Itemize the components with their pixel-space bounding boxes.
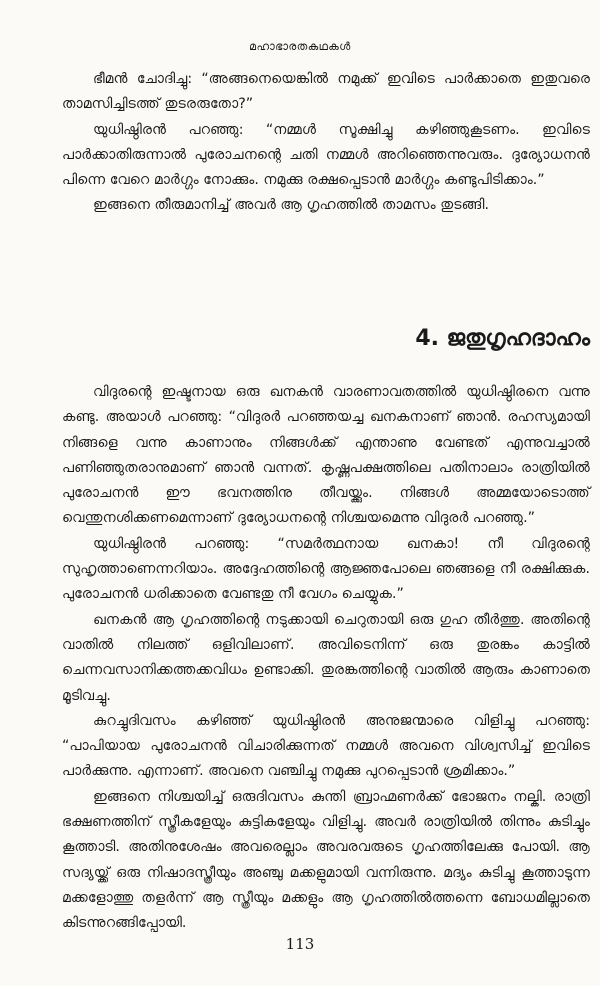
paragraph: ഇങ്ങനെ തീരുമാനിച്ച് അവർ ആ ഗൃഹത്തിൽ താമസം തുടങ്ങി. [93,197,489,214]
paragraph: ഇങ്ങനെ നിശ്ചയിച്ച് ഒരുദിവസം കുന്തി ബ്രാഹ്മണർക്ക് ഭോജനം നല്കി. രാത്രി ഭക്ഷണത്തിന് സ്ത്രീകളേയും കുട്ടികളേയും വിളിച്ചു. അവർ രാത്രിയിൽ തിന്നും കുടിച്ചും കൂത്താടി. അതിനുശേഷം അവരെല്ലാം അവരവരുടെ ഗൃഹത്തിലേക്കു പോയി. ആ സദ്യയ്ക്ക് ഒരു നിഷാദസ്ത്രീയും അഞ്ചു മക്കളുമായി വന്നിരുന്നു. മദ്യം കുടിച്ചു കൂത്താടുന്ന മക്കളോത്തു തളർന്ന് ആ സ്ത്രീയും മക്കളും ആ ഗൃഹത്തിൽത്തന്നെ ബോധമില്ലാതെ കിടന്നുറങ്ങിപ്പോയി. [62,788,590,932]
text-block-before-chapter [62,67,590,219]
page-number: 113 [285,935,315,953]
paragraph: കുറച്ചുദിവസം കഴിഞ്ഞ് യുധിഷ്ഠിരൻ അനുജന്മാരെ വിളിച്ചു പറഞ്ഞു: “പാപിയായ പുരോചനൻ വിചാരിക്കുന്നത് നമ്മൾ അവനെ വിശ്വസിച്ച് ഇവിടെ പാർക്കുന്നു. എന്നാണ്. അവനെ വഞ്ചിച്ചു നമുക്കു പുറപ്പെടാൻ ശ്രമിക്കാം.” [62,712,590,780]
paragraph: യുധിഷ്ഠിരൻ പറഞ്ഞു: “നമ്മൾ സൂക്ഷിച്ചു കഴിഞ്ഞുകൂടണം. ഇവിടെ പാർക്കാതിരുന്നാൽ പുരോചനന്റെ ചതി നമ്മൾ അറിഞ്ഞെന്നുവരും. ദുര്യോധനൻ പിന്നെ വേറെ മാർഗ്ഗം നോക്കും. നമുക്കു രക്ഷപ്പെടാൻ മാർഗ്ഗം കണ്ടുപിടിക്കാം.” [62,121,590,189]
running-header: മഹാഭാരതകഥകൾ [249,40,351,53]
paragraph: ഖനകൻ ആ ഗൃഹത്തിന്റെ നടുക്കായി ചെറുതായി ഒരു ഗുഹ തീർത്തു. അതിന്റെ വാതിൽ നിലത്ത് ഒളിവിലാണ്. അവിടെനിന്ന് ഒരു തുരങ്കം കാട്ടിൽ ചെന്നവസാനിക്കത്തക്കവിധം ഉണ്ടാക്കി. തുരങ്കത്തിന്റെ വാതിൽ ആരും കാണാതെ മൂടിവച്ചു. [62,611,590,704]
paragraph: ഭീമൻ ചോദിച്ചു: “അങ്ങനെയെങ്കിൽ നമുക്ക് ഇവിടെ പാർക്കാതെ ഇതുവരെ താമസിച്ചിടത്ത് തുടരരുതോ?” [62,71,590,113]
text-block-chapter-body [62,380,590,937]
paragraph: യുധിഷ്ഠിരൻ പറഞ്ഞു: “സമർത്ഥനായ ഖനകാ! നീ വിദുരന്റെ സുഹൃത്താണെന്നറിയാം. അദ്ദേഹത്തിന്റെ ആജ്ഞപോലെ ഞങ്ങളെ നീ രക്ഷിക്കുക. പുരോചനൻ ധരിക്കാതെ വേണ്ടതു നീ വേഗം ചെയ്യുക.” [62,535,590,603]
chapter-title: 4. ജതുഗൃഹദാഹം [415,326,590,351]
paragraph: വിദുരന്റെ ഇഷ്ടനായ ഒരു ഖനകൻ വാരണാവതത്തിൽ യുധിഷ്ഠിരനെ വന്നു കണ്ടു. അയാൾ പറഞ്ഞു: “വിദുരർ പറഞ്ഞയച്ച ഖനകനാണ് ഞാൻ. രഹസ്യമായി നിങ്ങളെ വന്നു കാണാനും നിങ്ങൾക്ക് എന്താണു വേണ്ടത് എന്നുവച്ചാൽ പണിഞ്ഞുതരാനുമാണ് ഞാൻ വന്നത്. കൃഷ്ണപക്ഷത്തിലെ പതിനാലാം രാത്രിയിൽ പുരോചനൻ ഈ ഭവനത്തിനു തീവയ്ക്കും. നിങ്ങൾ അമ്മയോടൊത്ത് വെന്തുനശിക്കണമെന്നാണ് ദുര്യോധനന്റെ നിശ്ചയമെന്നു വിദുരർ പറഞ്ഞു.” [62,384,590,527]
